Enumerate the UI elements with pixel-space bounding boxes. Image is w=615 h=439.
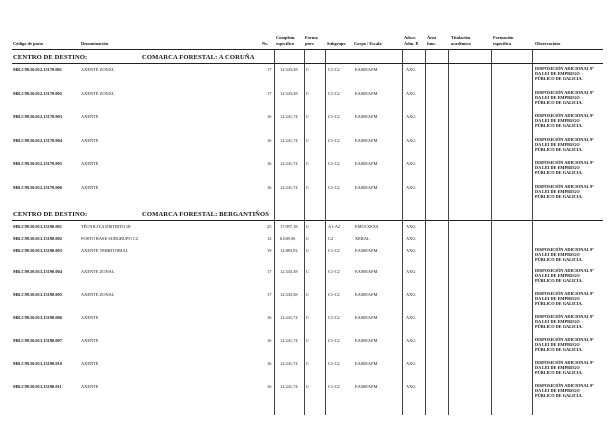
cell-complemento: 12.241,74 [280,185,298,190]
cell-adscr: AXG [406,138,416,143]
cell-observacions-line: DA LEI DE EMPREGO [535,341,580,347]
col-header-codigo: Código de posto [13,41,44,46]
cell-denominacion: AXENTE [81,114,99,119]
col-header-func: func. [427,41,437,46]
cell-observacions-line: DISPOSICIÓN ADICIONAL 9ª [535,137,594,142]
cell-observacions-line: PÚBLICO DE GALICIA. [535,99,583,105]
cell-observacions-line: PÚBLICO DE GALICIA. [535,75,583,81]
cell-codigo: MR.C99.50.012.15170.005 [13,161,62,166]
cell-denominacion: AXENTE [81,315,99,320]
cell-adscr: AXG [406,224,416,229]
cell-subgrupo: C1-C2 [328,269,340,274]
col-header-corpo: Corpo / Escala [354,41,382,46]
cell-forma: C [306,67,309,72]
cell-codigo: MR.C99.50.013.15190.010 [13,361,62,366]
cell-forma: C [306,361,309,366]
cell-denominacion: AXENTE [81,384,99,389]
col-header-observacions: Observacións [535,41,561,46]
section-label: CENTRO DE DESTINO: [13,211,88,218]
cell-complemento: 12.543,38 [280,269,298,274]
cell-adscr: AXG [406,161,416,166]
cell-adscr: AXG [406,185,416,190]
cell-denominacion: AXENTE [81,161,99,166]
cell-denominacion: POSTO BASE SUBGRUPO C2 [81,236,138,241]
cell-adscr: AXG [406,91,416,96]
cell-nivel: 17 [267,67,272,72]
cell-complemento: 6.049,56 [280,236,296,241]
cell-adscr: AXG [406,315,416,320]
cell-complemento: 12.883,92 [280,248,298,253]
col-header-prov: prov. [305,41,315,46]
cell-nivel: 16 [267,338,272,343]
cell-observacions-line: PÚBLICO DE GALICIA. [535,146,583,152]
cell-forma: C [306,224,309,229]
cell-subgrupo: C1-C2 [328,161,340,166]
cell-forma: C [306,338,309,343]
cell-observacions-line: DA LEI DE EMPREGO [535,251,580,257]
cell-corpo: EA00EAFM [355,384,378,389]
cell-subgrupo: C1-C2 [328,248,340,253]
cell-nivel: 16 [267,161,272,166]
cell-adscr: AXG [406,114,416,119]
column-divider [274,49,275,415]
cell-denominacion: AXENTE ZONAL [81,91,115,96]
cell-observacions-line: DISPOSICIÓN ADICIONAL 9ª [535,291,594,296]
cell-adscr: AXG [406,384,416,389]
section-rule [12,220,603,221]
cell-codigo: MR.C99.50.012.15170.001 [13,67,62,72]
cell-subgrupo: C1-C2 [328,384,340,389]
cell-subgrupo: A1-A2 [328,224,341,229]
col-header-nivel: Nv. [262,41,269,46]
cell-codigo: MR.C99.50.012.15170.006 [13,185,62,190]
cell-forma: C [306,161,309,166]
cell-observacions-line: DA LEI DE EMPREGO [535,94,580,100]
col-header-area: Área [427,35,437,40]
cell-nivel: 25 [267,224,272,229]
cell-denominacion: AXENTE [81,338,99,343]
cell-corpo: EA00EAFM [355,361,378,366]
col-header-especifico: específico [276,41,295,46]
section-title: COMARCA FORESTAL: A CORUÑA [142,54,255,61]
section-title: COMARCA FORESTAL: BERGANTIÑOS [142,211,269,218]
cell-denominacion: TÉCNICO/A DISTRITO III [81,224,131,229]
cell-forma: C [306,185,309,190]
cell-observacions-line: PÚBLICO DE GALICIA. [535,392,583,398]
cell-corpo: EA00EAFM [355,269,378,274]
cell-observacions-line: DA LEI DE EMPREGO [535,318,580,324]
cell-subgrupo: C1-C2 [328,138,340,143]
cell-subgrupo: C1-C2 [328,185,340,190]
cell-forma: C [306,315,309,320]
cell-nivel: 17 [267,269,272,274]
cell-observacions-line: DA LEI DE EMPREGO [535,188,580,194]
cell-denominacion: AXENTE [81,138,99,143]
cell-forma: C [306,114,309,119]
col-header-titulacion: Titulación [451,35,471,40]
cell-corpo: EA00EAFM [355,185,378,190]
col-header-complem: Complem. [276,35,296,40]
cell-observacions-line: DA LEI DE EMPREGO [535,117,580,123]
cell-corpo: EA00EAFM [355,161,378,166]
col-header-adm-p: Adm. P. [404,41,419,46]
cell-observacions-line: DISPOSICIÓN ADICIONAL 9ª [535,184,594,189]
cell-complemento: 12.241,74 [280,361,298,366]
cell-nivel: 16 [267,384,272,389]
cell-adscr: AXG [406,338,416,343]
cell-corpo: EA00EAFM [355,338,378,343]
cell-forma: C [306,248,309,253]
cell-complemento: 17.097,18 [280,224,298,229]
cell-corpo: EA00EAFM [355,292,378,297]
cell-subgrupo: C1-C2 [328,67,340,72]
cell-observacions-line: DA LEI DE EMPREGO [535,70,580,76]
col-header-formacion: Formación [493,35,514,40]
cell-observacions-line: DISPOSICIÓN ADICIONAL 9ª [535,268,594,273]
section-rule [12,63,603,64]
col-header-forma: Forma [305,35,318,40]
cell-complemento: 12.241,74 [280,384,298,389]
cell-forma: C [306,292,309,297]
cell-adscr: AXG [406,236,416,241]
cell-forma: C [306,91,309,96]
column-divider [448,49,449,415]
cell-denominacion: AXENTE ZONAL [81,269,115,274]
cell-denominacion: AXENTE [81,185,99,190]
cell-codigo: MR.C99.50.013.15190.004 [13,269,62,274]
cell-observacions-line: DA LEI DE EMPREGO [535,272,580,278]
column-divider [425,49,426,415]
cell-subgrupo: C1-C2 [328,315,340,320]
column-divider [491,49,492,415]
cell-complemento: 12.543,38 [280,91,298,96]
cell-corpo: EA00EAFM [355,91,378,96]
cell-observacions-line: DISPOSICIÓN ADICIONAL 9ª [535,360,594,365]
cell-nivel: 12 [267,236,272,241]
cell-observacions-line: DA LEI DE EMPREGO [535,141,580,147]
cell-observacions-line: DISPOSICIÓN ADICIONAL 9ª [535,383,594,388]
cell-observacions-line: PÚBLICO DE GALICIA. [535,193,583,199]
cell-adscr: AXG [406,292,416,297]
cell-observacions-line: DISPOSICIÓN ADICIONAL 9ª [535,247,594,252]
cell-observacions-line: DA LEI DE EMPREGO [535,295,580,301]
cell-codigo: MR.C99.50.013.15190.003 [13,248,62,253]
col-header-subgrupo: Subgrupo [327,41,346,46]
column-divider [402,49,403,415]
cell-observacions-line: DISPOSICIÓN ADICIONAL 9ª [535,314,594,319]
cell-adscr: AXG [406,67,416,72]
cell-codigo: MR.C99.50.012.15170.004 [13,138,62,143]
cell-complemento: 12.241,74 [280,161,298,166]
cell-complemento: 12.543,38 [280,292,298,297]
cell-nivel: 16 [267,114,272,119]
cell-observacions-line: DISPOSICIÓN ADICIONAL 9ª [535,66,594,71]
cell-observacions-line: DA LEI DE EMPREGO [535,164,580,170]
col-header-adscr: Adscr. [404,35,416,40]
column-divider [532,49,533,415]
cell-complemento: 12.543,38 [280,67,298,72]
col-header-denominacion: Denominación [81,41,109,46]
cell-observacions-line: PÚBLICO DE GALICIA. [535,169,583,175]
cell-observacions-line: DA LEI DE EMPREGO [535,387,580,393]
cell-codigo: MR.C99.50.012.15170.002 [13,91,62,96]
cell-subgrupo: C1-C2 [328,292,340,297]
cell-nivel: 16 [267,361,272,366]
header-rule [12,49,603,50]
cell-forma: C [306,384,309,389]
cell-forma: C [306,138,309,143]
cell-corpo: EA00EAFM [355,248,378,253]
cell-observacions-line: DISPOSICIÓN ADICIONAL 9ª [535,337,594,342]
column-divider [304,49,305,415]
cell-nivel: 17 [267,91,272,96]
cell-corpo: EA00EAFM [355,114,378,119]
cell-nivel: 16 [267,315,272,320]
cell-observacions-line: PÚBLICO DE GALICIA. [535,369,583,375]
cell-observacions-line: PÚBLICO DE GALICIA. [535,256,583,262]
cell-nivel: 17 [267,292,272,297]
cell-observacions-line: PÚBLICO DE GALICIA. [535,346,583,352]
cell-adscr: AXG [406,248,416,253]
cell-denominacion: AXENTE [81,361,99,366]
cell-denominacion: AXENTE TERRITORIAL [81,248,129,253]
cell-subgrupo: C1-C2 [328,361,340,366]
cell-subgrupo: C1-C2 [328,338,340,343]
cell-observacions-line: PÚBLICO DE GALICIA. [535,277,583,283]
cell-complemento: 12.241,74 [280,338,298,343]
cell-corpo: XERAL [355,236,370,241]
cell-corpo: EA00EAFM [355,315,378,320]
cell-observacions-line: PÚBLICO DE GALICIA. [535,300,583,306]
cell-subgrupo: C1-C2 [328,114,340,119]
cell-nivel: 16 [267,185,272,190]
cell-nivel: 16 [267,138,272,143]
cell-forma: C [306,236,309,241]
cell-complemento: 12.241,74 [280,138,298,143]
column-divider [325,49,326,415]
cell-complemento: 12.241,74 [280,315,298,320]
cell-codigo: MR.C99.50.013.15190.006 [13,315,62,320]
col-header-especifica: específica [493,41,512,46]
cell-subgrupo: C2 [328,236,334,241]
cell-codigo: MR.C99.50.013.15190.011 [13,384,62,389]
cell-forma: C [306,269,309,274]
cell-codigo: MR.C99.50.013.15190.001 [13,224,62,229]
cell-adscr: AXG [406,361,416,366]
cell-denominacion: AXENTE ZONAL [81,292,115,297]
cell-corpo: EMO1XEXS [355,224,379,229]
cell-adscr: AXG [406,269,416,274]
cell-observacions-line: DA LEI DE EMPREGO [535,364,580,370]
cell-corpo: EA00EAFM [355,138,378,143]
cell-codigo: MR.C99.50.013.15190.007 [13,338,62,343]
cell-complemento: 12.241,74 [280,114,298,119]
cell-observacions-line: DISPOSICIÓN ADICIONAL 9ª [535,113,594,118]
cell-observacions-line: DISPOSICIÓN ADICIONAL 9ª [535,160,594,165]
cell-codigo: MR.C99.50.013.15190.002 [13,236,62,241]
cell-nivel: 19 [267,248,272,253]
cell-codigo: MR.C99.50.013.15190.005 [13,292,62,297]
cell-denominacion: AXENTE ZONAL [81,67,115,72]
cell-corpo: EA00EAFM [355,67,378,72]
section-label: CENTRO DE DESTINO: [13,54,88,61]
cell-observacions-line: DISPOSICIÓN ADICIONAL 9ª [535,90,594,95]
cell-codigo: MR.C99.50.012.15170.003 [13,114,62,119]
cell-observacions-line: PÚBLICO DE GALICIA. [535,122,583,128]
col-header-academica: académica [451,41,471,46]
cell-observacions-line: PÚBLICO DE GALICIA. [535,323,583,329]
cell-subgrupo: C1-C2 [328,91,340,96]
